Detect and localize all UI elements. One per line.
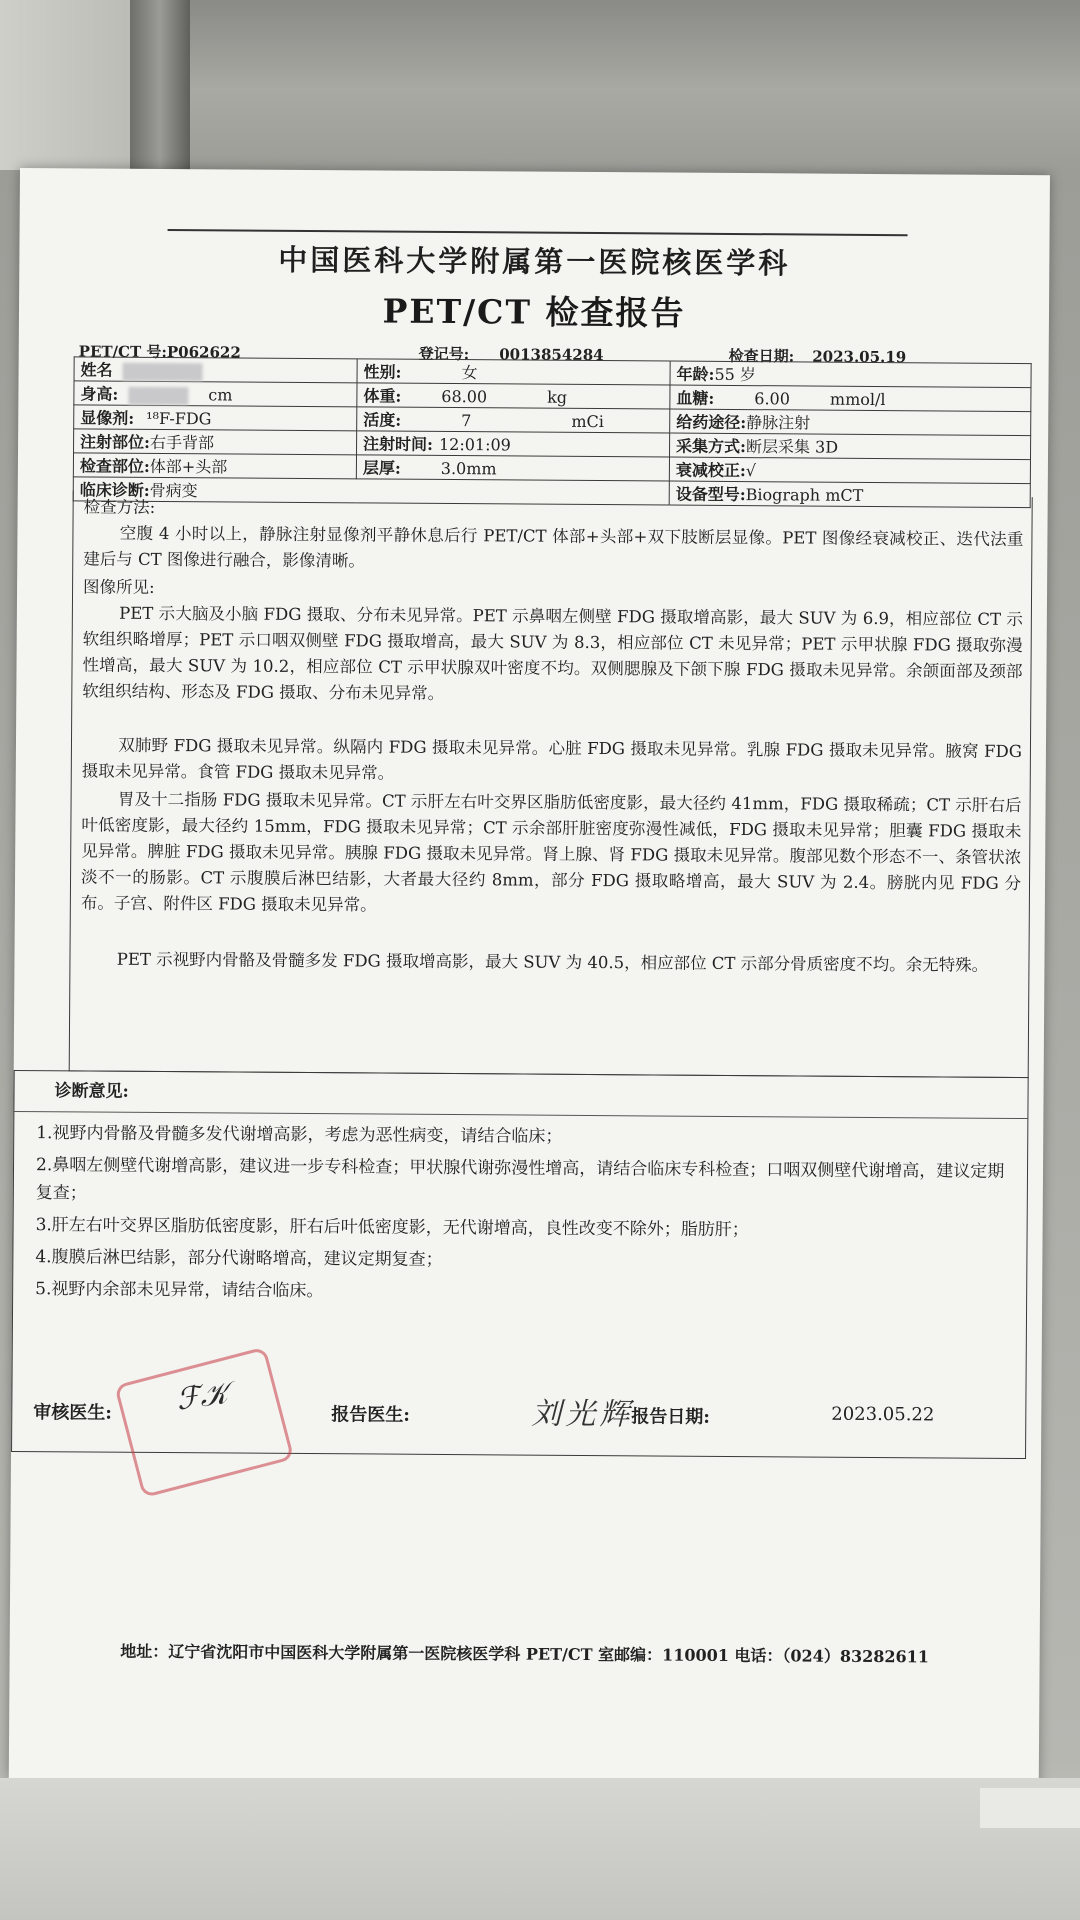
height-label: 身高: xyxy=(80,384,119,404)
findings-paragraph: 胃及十二指肠 FDG 摄取未见异常。CT 示肝左右叶交界区脂肪低密度影，最大径约 41mm，FDG 摄取稀疏；CT 示肝右后叶低密度影，最大径约 15mm，FDG 摄取未见异常；CT 示余部肝脏密度弥漫性减低，FDG 摄取未见异常；胆囊 FDG 摄取未见异常。脾脏 FDG 摄取未见异常。胰腺 FDG 摄取未见异常。肾上腺、肾 FDG 摄取未见异常。腹部见数个形态不一、条管状浓淡不一的肠影。CT 示腹膜后淋巴结影，大者最大径约 8mm，部分 FDG 摄取略增高，最大 SUV 为 2.4。膀胱内见 FDG 分布。子宫、附件区 FDG 摄取未见异常。 xyxy=(80,789,1022,915)
glucose-unit: mmol/l xyxy=(829,389,886,410)
sheet-edge xyxy=(980,1788,1080,1828)
agent-cell xyxy=(74,405,357,431)
height-unit: cm xyxy=(208,385,233,405)
exam-site-value: 体部+头部 xyxy=(149,456,228,477)
acquisition-label: 采集方式: xyxy=(676,436,747,457)
petct-number-label: PET/CT 号: xyxy=(78,342,168,362)
slice-cell xyxy=(356,455,669,481)
background-pole xyxy=(130,0,190,170)
gender-value: 女 xyxy=(461,363,478,383)
name-label: 姓名 xyxy=(80,360,113,380)
registration-number-value: 0013854284 xyxy=(499,345,604,365)
attenuation-cell xyxy=(669,457,1030,484)
findings-section xyxy=(69,490,1033,1078)
acquisition-cell xyxy=(669,433,1030,460)
method-label: 检查方法: xyxy=(83,497,156,517)
diagnosis-divider xyxy=(14,1111,1027,1119)
weight-value: 68.00 xyxy=(441,386,488,407)
height-cell xyxy=(74,381,357,407)
diagnosis-item: 3.肝左右叶交界区脂肪低密度影，肝右后叶低密度影，无代谢增高，良性改变不除外；脂肪肝； xyxy=(35,1215,749,1241)
diagnosis-item: 4.腹膜后淋巴结影，部分代谢略增高，建议定期复查； xyxy=(35,1247,443,1270)
activity-unit: mCi xyxy=(571,411,604,432)
glucose-label: 血糖: xyxy=(676,388,715,408)
route-value: 静脉注射 xyxy=(746,413,811,433)
weight-label: 体重: xyxy=(363,386,402,406)
reporter-signature: 刘光辉 xyxy=(531,1396,634,1433)
reviewer-signature: ℱ𝒦 xyxy=(174,1376,230,1418)
diagnosis-item: 1.视野内骨骼及骨髓多发代谢增高影，考虑为恶性病变，请结合临床； xyxy=(36,1123,563,1147)
exam-site-label: 检查部位: xyxy=(79,456,150,476)
age-label: 年龄: xyxy=(676,364,715,384)
device-value: Biograph mCT xyxy=(745,485,864,505)
route-cell xyxy=(670,409,1031,436)
exam-site-cell xyxy=(73,453,356,479)
weight-unit: kg xyxy=(547,387,568,407)
age-cell xyxy=(670,361,1031,388)
name-cell xyxy=(74,357,357,383)
diagnosis-item: 2.鼻咽左侧壁代谢增高影，建议进一步专科检查；甲状腺代谢弥漫性增高，请结合临床专科检查；口咽双侧壁代谢增高，建议定期复查； xyxy=(35,1155,1005,1204)
reporter-label: 报告医生: xyxy=(331,1404,411,1426)
attenuation-value: √ xyxy=(745,461,757,481)
attenuation-label: 衰减校正: xyxy=(675,460,746,481)
patient-info-table xyxy=(73,356,1032,508)
findings-paragraph: PET 示视野内骨骼及骨髓多发 FDG 摄取增高影，最大 SUV 为 40.5，相应部位 CT 示部分骨质密度不均。余无特殊。 xyxy=(116,949,989,975)
weight-cell xyxy=(357,383,670,409)
report-sheet xyxy=(9,168,1050,1785)
diagnosis-list xyxy=(35,1119,1016,1314)
device-label: 设备型号: xyxy=(675,484,746,505)
findings-paragraph: PET 示大脑及小脑 FDG 摄取、分布未见异常。PET 示鼻咽左侧壁 FDG 摄取增高影，最大 SUV 为 6.9，相应部位 CT 示软组织略增厚；PET 示口咽双侧壁 FDG 摄取增高，最大 SUV 为 8.3，相应部位 CT 未见异常；PET 示甲状腺 FDG 摄取弥漫性增高，最大 SUV 为 10.2，相应部位 CT 示甲状腺双叶密度不均。双侧腮腺及下颌下腺 FDG 摄取未见异常。余颌面部及颈部软组织结构、形态及 FDG 摄取、分布未见异常。 xyxy=(82,603,1023,703)
injection-site-label: 注射部位: xyxy=(80,432,151,452)
diagnosis-item: 5.视野内余部未见异常，请结合临床。 xyxy=(35,1279,324,1302)
clinical-label: 临床诊断: xyxy=(79,480,150,500)
findings-label: 图像所见: xyxy=(83,577,155,597)
hospital-name: 中国医科大学附属第一医院核医学科 xyxy=(278,242,791,281)
gender-cell xyxy=(357,359,670,385)
injection-time-value: 12:01:09 xyxy=(438,434,511,455)
redacted-height xyxy=(128,386,188,404)
activity-cell xyxy=(357,407,670,433)
slice-label: 层厚: xyxy=(362,458,401,478)
injection-site-value: 右手背部 xyxy=(149,432,215,453)
slice-value: 3.0mm xyxy=(440,458,497,479)
activity-value: 7 xyxy=(461,411,472,431)
exam-date-value: 2023.05.19 xyxy=(812,347,907,367)
report-date-label: 报告日期: xyxy=(631,1406,711,1428)
exam-date-label: 检查日期: xyxy=(728,346,795,366)
diagnosis-title: 诊断意见: xyxy=(54,1081,129,1102)
injection-time-label: 注射时间: xyxy=(363,434,434,454)
glucose-value: 6.00 xyxy=(754,389,791,409)
petct-number-value: P062622 xyxy=(166,343,241,362)
injection-site-cell xyxy=(74,429,357,455)
report-title: PET/CT 检查报告 xyxy=(382,291,686,333)
acquisition-value: 断层采集 3D xyxy=(745,437,839,457)
findings-paragraph: 双肺野 FDG 摄取未见异常。纵隔内 FDG 摄取未见异常。心脏 FDG 摄取未见异常。乳腺 FDG 摄取未见异常。腋窝 FDG 摄取未见异常。食管 FDG 摄取未见异常。 xyxy=(81,735,1023,783)
activity-label: 活度: xyxy=(363,410,402,430)
glucose-cell xyxy=(670,385,1031,412)
age-value: 55 岁 xyxy=(714,364,757,385)
gender-label: 性别: xyxy=(363,362,402,382)
report-date-value: 2023.05.22 xyxy=(831,1403,935,1426)
agent-label: 显像剂: xyxy=(80,408,135,428)
injection-time-cell xyxy=(357,431,670,457)
route-label: 给药途径: xyxy=(676,412,747,433)
footer-address: 地址：辽宁省沈阳市中国医科大学附属第一医院核医学科 PET/CT 室邮编：110001 电话：（024）83282611 xyxy=(120,1641,929,1667)
method-text: 空腹 4 小时以上，静脉注射显像剂平静休息后行 PET/CT 体部+头部+双下肢断层显像。PET 图像经衰减校正、迭代法重建后与 CT 图像进行融合，影像清晰。 xyxy=(83,523,1024,571)
reviewer-label: 审核医生: xyxy=(33,1402,113,1424)
header-rule xyxy=(168,229,908,236)
agent-value: ¹⁸F-FDG xyxy=(146,408,212,429)
redacted-name xyxy=(123,362,203,381)
clinical-value: 骨病变 xyxy=(149,480,198,501)
registration-number-label: 登记号: xyxy=(418,344,470,364)
underlying-sheet xyxy=(0,1778,1080,1920)
